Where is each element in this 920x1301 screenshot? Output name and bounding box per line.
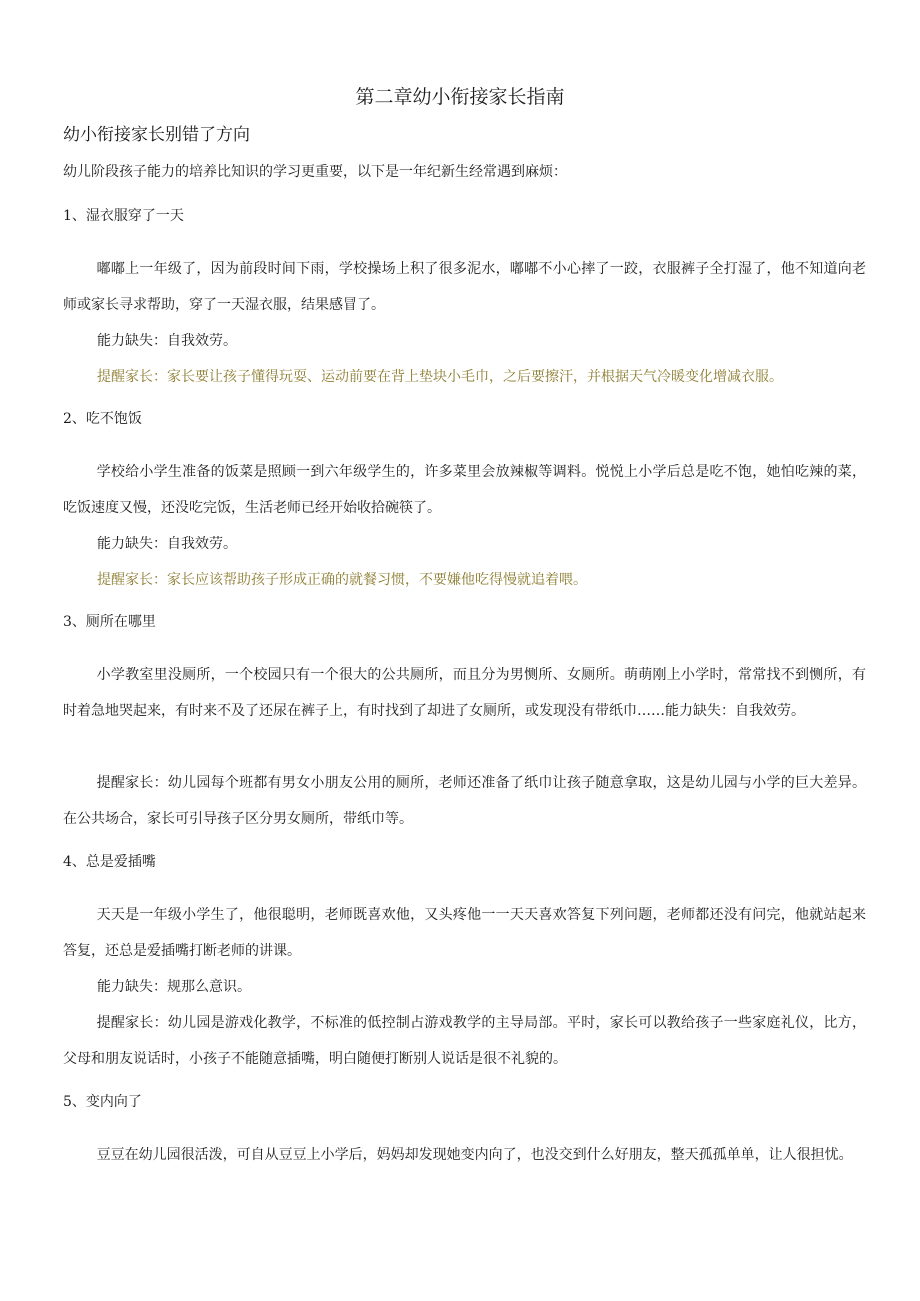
section-heading-2: 2、吃不饱饭 bbox=[63, 411, 142, 427]
section-heading-4: 4、总是爱插嘴 bbox=[63, 854, 156, 870]
section-body-3: 小学教室里没厕所，一个校园只有一个很大的公共厕所，而且分为男恻所、女厕所。萌萌刚上小学时，常常找不到恻所，有时着急地哭起来，有时来不及了还尿在裤子上，有时找到了却进了女厕所，或发现没有带纸巾……能力缺失：自我效劳。 bbox=[63, 667, 866, 719]
ability-line-1: 能力缺失：自我效劳。 bbox=[97, 333, 237, 349]
parent-tip-1: 提醒家长：家长要让孩子懂得玩耍、运动前要在背上垫块小毛巾，之后要擦汗，并根据天气冷暖变化增减衣服。 bbox=[97, 369, 783, 385]
parent-tip-3: 提醒家长：幼儿园每个班都有男女小朋友公用的厕所，老师还准备了纸巾让孩子随意拿取，这是幼儿园与小学的巨大差异。在公共场合，家长可引导孩子区分男女厕所，带纸巾等。 bbox=[63, 775, 866, 827]
section-heading-3: 3、厕所在哪里 bbox=[63, 614, 156, 630]
section-body-1: 嘟嘟上一年级了，因为前段时间下雨，学校操场上积了很多泥水，嘟嘟不小心摔了一跤，衣服裤子全打湿了，他不知道向老师或家长寻求帮助，穿了一天湿衣服，结果感冒了。 bbox=[63, 261, 866, 313]
section-body-5: 豆豆在幼儿园很活泼，可自从豆豆上小学后，妈妈却发现她变内向了，也没交到什么好朋友，整天孤孤单单，让人很担忧。 bbox=[96, 1147, 853, 1163]
section-body-2: 学校给小学生准备的饭菜是照顾一到六年级学生的，许多菜里会放辣椒等调料。悦悦上小学后总是吃不饱，她怕吃辣的菜，吃饭速度又慢，还没吃完饭，生活老师已经开始收拾碗筷了。 bbox=[63, 464, 866, 516]
intro-text: 幼儿阶段孩子能力的培养比知识的学习更重要，以下是一年纪新生经常遇到麻烦： bbox=[63, 164, 567, 180]
ability-line-2: 能力缺失：自我效劳。 bbox=[97, 536, 237, 552]
ability-line-4: 能力缺失：规那么意识。 bbox=[97, 979, 251, 995]
section-body-4: 天天是一年级小学生了，他很聪明，老师既喜欢他，又头疼他一一天天喜欢答复下列问题，老师都还没有问完，他就站起来答复，还总是爱插嘴打断老师的讲课。 bbox=[63, 907, 866, 959]
page-title: 第二章幼小衔接家长指南 bbox=[355, 86, 565, 108]
section-subtitle: 幼小衔接家长别错了方向 bbox=[63, 125, 250, 145]
parent-tip-4: 提醒家长：幼儿园是游戏化教学，不标准的低控制占游戏教学的主导局部。平时，家长可以教给孩子一些家庭礼仪，比方，父母和朋友说话时，小孩子不能随意插嘴，明白随便打断别人说话是很不礼貌的。 bbox=[63, 1015, 866, 1067]
parent-tip-2: 提醒家长：家长应该帮助孩子形成正确的就餐习惯，不要嫌他吃得慢就追着喂。 bbox=[97, 572, 587, 588]
section-heading-5: 5、变内向了 bbox=[63, 1094, 142, 1110]
section-heading-1: 1、湿衣服穿了一天 bbox=[63, 208, 184, 224]
